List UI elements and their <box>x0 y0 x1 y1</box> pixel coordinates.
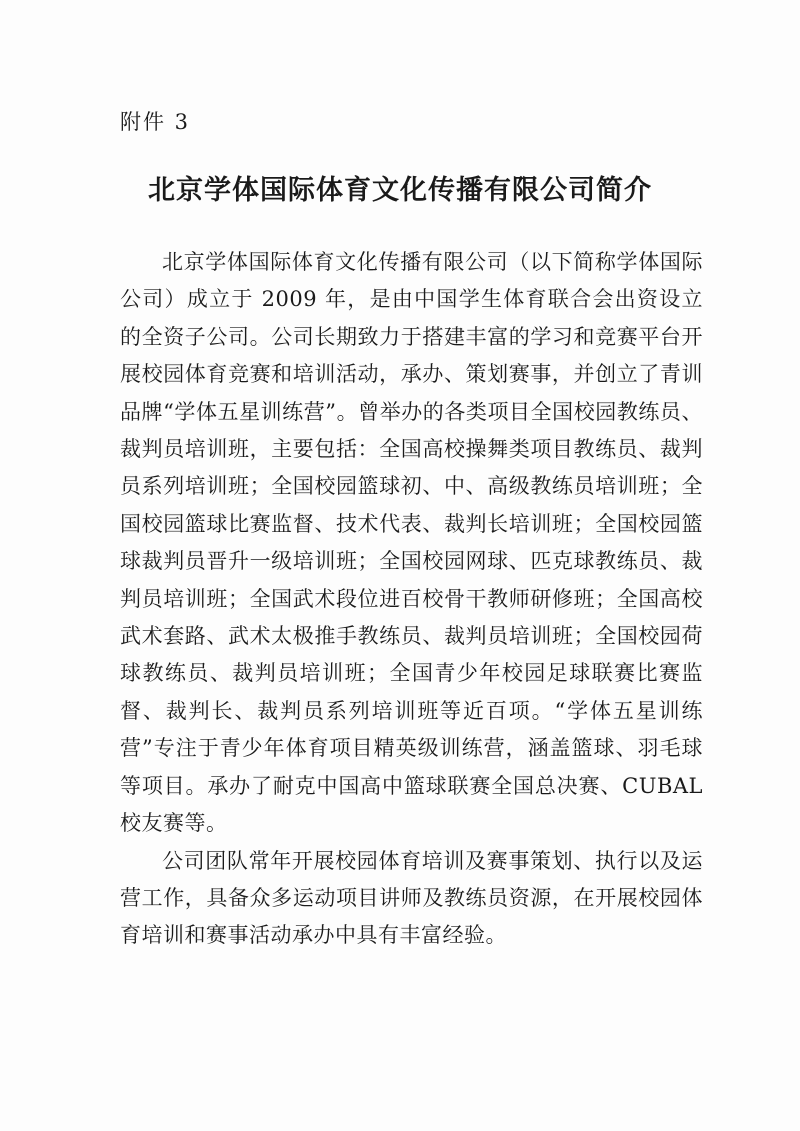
body-paragraph-2: 公司团队常年开展校园体育培训及赛事策划、执行以及运营工作，具备众多运动项目讲师及教练员资源，在开展校园体育培训和赛事活动承办中具有丰富经验。 <box>120 848 703 948</box>
attachment-label: 附件 3 <box>120 110 191 134</box>
body-paragraph-1: 北京学体国际体育文化传播有限公司（以下简称学体国际公司）成立于 2009 年，是由中国学生体育联合会出资设立的全资子公司。公司长期致力于搭建丰富的学习和竞赛平台开展校园体育竞赛和培训活动，承办、策划赛事，并创立了青训品牌“学体五星训练营”。曾举办的各类项目全国校园教练员、裁判员培训班，主要包括：全国高校操舞类项目教练员、裁判员系列培训班；全国校园篮球初、中、高级教练员培训班；全国校园篮球比赛监督、技术代表、裁判长培训班；全国校园篮球裁判员晋升一级培训班；全国校园网球、匹克球教练员、裁判员培训班；全国武术段位进百校骨干教师研修班；全国高校武术套路、武术太极推手教练员、裁判员培训班；全国校园荷球教练员、裁判员培训班；全国青少年校园足球联赛比赛监督、裁判长、裁判员系列培训班等近百项。“学体五星训练营”专注于青少年体育项目精英级训练营，涵盖篮球、羽毛球等项目。承办了耐克中国高中篮球联赛全国总决赛、CUBAL 校友赛等。 <box>120 250 703 836</box>
document-title: 北京学体国际体育文化传播有限公司简介 <box>148 175 652 206</box>
document-body <box>120 244 703 955</box>
